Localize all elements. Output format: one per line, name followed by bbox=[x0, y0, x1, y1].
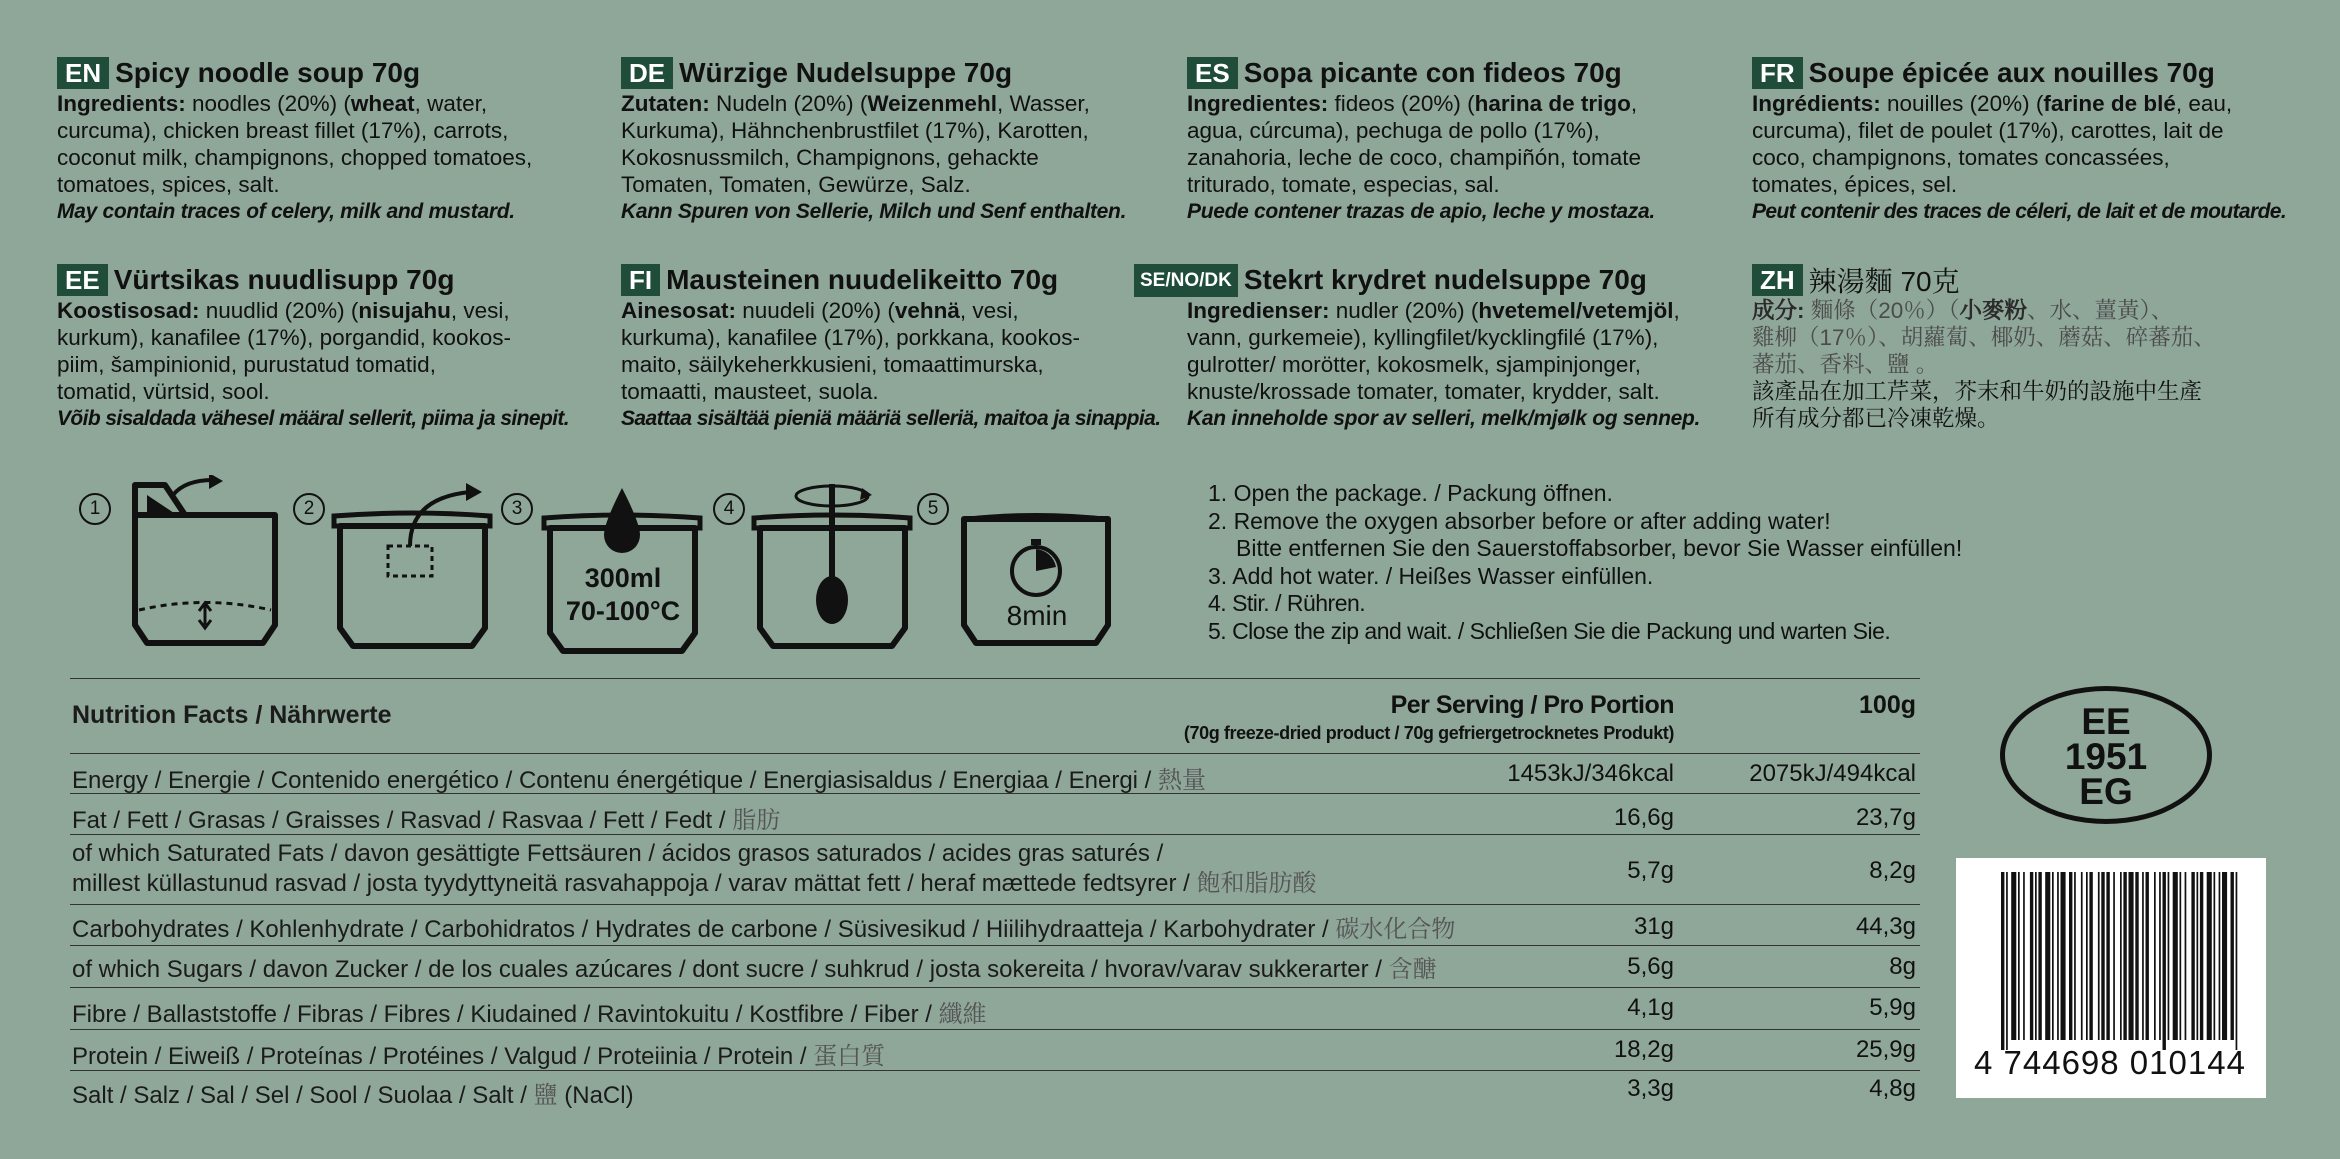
step-number: 2 bbox=[293, 493, 325, 525]
barcode-bar bbox=[2018, 872, 2020, 1040]
barcode-bar bbox=[2168, 872, 2170, 1040]
step-number: 5 bbox=[917, 493, 949, 525]
barcode-number: 4 744698 010144 bbox=[1974, 1044, 2246, 1081]
instruction-step: 4. Stir. / Rühren. bbox=[1208, 590, 1366, 616]
allergen-trace-note: Kann Spuren von Sellerie, Milch und Senf enthalten. bbox=[621, 200, 1127, 223]
lang-block-fr bbox=[1752, 56, 2332, 225]
lang-block-es bbox=[1187, 56, 1747, 225]
ingredients-text: Ingrédients: nouilles (20%) (farine de blé, eau, curcuma), filet de poulet (17%), carottes, lait de coco, champignons, tomates concassées, tomates, épices, sel. bbox=[1752, 91, 2233, 197]
wait-time-label: 8min bbox=[1006, 600, 1068, 631]
allergen-trace-note: Kan inneholde spor av selleri, melk/mjølk og sennep. bbox=[1187, 407, 1701, 430]
barcode-bar bbox=[2001, 872, 2004, 1050]
product-title: 辣湯麵 70克 bbox=[1808, 266, 1960, 297]
instruction-step: 5. Close the zip and wait. / Schließen Sie die Packung und warten Sie. bbox=[1208, 617, 1891, 644]
nutrition-table bbox=[70, 678, 1920, 1111]
nutrition-row-saturated-fat: of which Saturated Fats / davon gesättigte Fettsäuren / ácidos grasos saturados / acides gras saturés / millest küllastunud rasvad / josta tyydyttyneitä rasvahappoja / varav mättat fett / heraf mættede fedtsyrer / 飽和脂肪酸 5,7g 8,2g bbox=[70, 834, 1920, 904]
barcode-bar bbox=[2159, 872, 2161, 1040]
barcode-bar bbox=[2011, 872, 2016, 1040]
lang-block-en bbox=[57, 56, 617, 225]
nutrition-row-salt: Salt / Salz / Sal / Sel / Sool / Suolaa / Salt / 鹽 (NaCl) 3,3g 4,8g bbox=[70, 1070, 1920, 1111]
health-mark-stamp: EE 1951 EG bbox=[2000, 686, 2212, 824]
barcode-bar bbox=[2222, 872, 2227, 1040]
barcode bbox=[1956, 858, 2266, 1098]
lang-block-de bbox=[621, 56, 1181, 225]
product-title: Würzige Nudelsuppe 70g bbox=[679, 57, 1013, 88]
barcode-bar bbox=[2061, 872, 2066, 1040]
product-title: Sopa picante con fideos 70g bbox=[1243, 57, 1622, 88]
ingredients-text: Ingredients: noodles (20%) (wheat, water, curcuma), chicken breast fillet (17%), carrots, coconut milk, champignons, chopped tomatoes, tomatoes, spices, salt. bbox=[57, 91, 533, 197]
barcode-bar bbox=[2135, 872, 2138, 1040]
step-number: 3 bbox=[501, 493, 533, 525]
barcode-bar bbox=[2069, 872, 2072, 1040]
ingredients-text: Ainesosat: nuudeli (20%) (vehnä, vesi, kurkuma), kanafilee (17%), porkkana, kookos- maito, säilykeherkkusieni, tomaattimurska, tomaatti, mausteet, suola. bbox=[621, 298, 1080, 404]
instructions-list bbox=[1208, 480, 1962, 645]
barcode-bar bbox=[2035, 872, 2037, 1040]
per-serving-subheader: (70g freeze-dried product / 70g gefriergetrocknetes Produkt) bbox=[1183, 723, 1674, 743]
nutrition-row-sugars: of which Sugars / davon Zucker / de los cuales azúcares / dont sucre / suhkrud / josta sokereita / hvorav/varav sukkerarter / 含醣 5,6g 8g bbox=[70, 945, 1920, 987]
barcode-bar bbox=[2219, 872, 2221, 1040]
allergen-trace-note: Puede contener trazas de apio, leche y mostaza. bbox=[1187, 200, 1655, 223]
ingredients-text: 成分: 麵條（20％）（小麥粉、水、薑黃）、 雞柳（17％）、胡蘿蔔、椰奶、蘑菇、碎蕃茄、 蕃茄、香料、鹽 。 該產品在加工芹菜，芥末和牛奶的設施中生產 所有成分都已冷凍乾燥。 bbox=[1752, 298, 2216, 431]
product-title: Stekrt krydret nudelsuppe 70g bbox=[1243, 264, 1647, 295]
step-number: 1 bbox=[79, 493, 111, 525]
nutrition-row-energy: Energy / Energie / Contenido energético / Contenu énergétique / Energiasisaldus / Energiaa / Energi / 熱量 1453kJ/346kcal 2075kJ/494kcal bbox=[70, 753, 1920, 793]
nutrition-row-fat: Fat / Fett / Grasas / Graisses / Rasvad / Rasvaa / Fett / Fedt / 脂肪 16,6g 23,7g bbox=[70, 793, 1920, 834]
water-amount-label: 300ml bbox=[584, 563, 662, 593]
barcode-bar bbox=[2154, 872, 2156, 1040]
lang-code-badge: FI bbox=[621, 264, 660, 296]
lang-block-zh bbox=[1752, 263, 2312, 432]
barcode-bar bbox=[2006, 872, 2008, 1050]
barcode-bar bbox=[2045, 872, 2050, 1040]
barcode-bar bbox=[2163, 872, 2166, 1050]
nutrition-header-row bbox=[70, 678, 1920, 753]
barcode-bar bbox=[2191, 872, 2194, 1040]
barcode-bar bbox=[2086, 872, 2088, 1040]
barcode-bar bbox=[2142, 872, 2144, 1040]
product-title: Soupe épicée aux nouilles 70g bbox=[1808, 57, 2215, 88]
barcode-bar bbox=[2030, 872, 2033, 1040]
barcode-bars bbox=[2001, 872, 2241, 1050]
lang-code-badge: FR bbox=[1752, 57, 1803, 89]
instruction-step: 1. Open the package. / Packung öffnen. bbox=[1208, 480, 1613, 506]
lang-code-badge: ZH bbox=[1752, 264, 1803, 296]
step-number: 4 bbox=[713, 493, 745, 525]
lang-code-badge: EE bbox=[57, 264, 108, 296]
barcode-bar bbox=[2129, 872, 2134, 1040]
nutrition-row-fibre: Fibre / Ballaststoffe / Fibras / Fibres / Kiudained / Ravintokuitu / Kostfibre / Fiber / 纖維 4,1g 5,9g bbox=[70, 987, 1920, 1029]
water-temperature-label: 70-100°C bbox=[565, 596, 681, 626]
barcode-bar bbox=[2057, 872, 2059, 1040]
barcode-bar bbox=[2180, 872, 2182, 1040]
allergen-trace-note: Võib sisaldada vähesel määral sellerit, piima ja sinepit. bbox=[57, 407, 570, 430]
allergen-trace-note: Saattaa sisältää pieniä määriä selleriä, maitoa ja sinappia. bbox=[621, 407, 1161, 430]
barcode-bar bbox=[2023, 872, 2025, 1040]
barcode-bar bbox=[2207, 872, 2212, 1040]
stir-icon bbox=[750, 478, 915, 658]
product-title: Vürtsikas nuudlisupp 70g bbox=[113, 264, 455, 295]
barcode-bar bbox=[2146, 872, 2149, 1040]
barcode-bar bbox=[2173, 872, 2178, 1040]
barcode-bar bbox=[2038, 872, 2041, 1040]
nutrition-row-carbohydrates: Carbohydrates / Kohlenhydrate / Carbohidratos / Hydrates de carbone / Süsivesikud / Hiilihydraatteja / Karbohydrater / 碳水化合物 31g 44,3g bbox=[70, 904, 1920, 945]
ingredients-text: Ingredienser: nudler (20%) (hvetemel/vetemjöl, vann, gurkemeie), kyllingfilet/kycklingfilé (17%), gulrotter/ morötter, kokosmelk, sjampinjonger, knuste/krossade tomater, tomater, krydder, salt. bbox=[1187, 298, 1680, 404]
barcode-bar bbox=[2185, 872, 2187, 1040]
barcode-bar bbox=[2106, 872, 2109, 1040]
product-title: Mausteinen nuudelikeitto 70g bbox=[666, 264, 1059, 295]
lang-code-badge: DE bbox=[621, 57, 673, 89]
barcode-bar bbox=[2236, 872, 2238, 1050]
lang-code-badge: EN bbox=[57, 57, 109, 89]
barcode-bar bbox=[2197, 872, 2199, 1040]
lang-block-se-no-dk bbox=[1134, 263, 1734, 432]
barcode-bar bbox=[2052, 872, 2054, 1040]
barcode-bar bbox=[2074, 872, 2076, 1040]
lang-block-ee bbox=[57, 263, 617, 432]
ingredients-text: Ingredientes: fideos (20%) (harina de trigo, agua, cúrcuma), pechuga de pollo (17%), zanahoria, leche de coco, champiñón, tomate triturado, tomate, especias, sal. bbox=[1187, 91, 1642, 197]
instruction-step: 2. Remove the oxygen absorber before or after adding water! bbox=[1208, 507, 1831, 534]
ingredients-text: Zutaten: Nudeln (20%) (Weizenmehl, Wasser, Kurkuma), Hähnchenbrustfilet (17%), Karotten, Kokosnussmilch, Champignons, gehackte Tomaten, Tomaten, Gewürze, Salz. bbox=[621, 91, 1090, 197]
barcode-bar bbox=[2214, 872, 2216, 1040]
nutrition-row-protein: Protein / Eiweiß / Proteínas / Protéines / Valgud / Proteiinia / Protein / 蛋白質 18,2g 25,9g bbox=[70, 1029, 1920, 1070]
allergen-trace-note: Peut contenir des traces de céleri, de lait et de moutarde. bbox=[1752, 200, 2287, 223]
product-title: Spicy noodle soup 70g bbox=[115, 57, 421, 88]
open-package-icon bbox=[125, 475, 285, 655]
barcode-bar bbox=[2120, 872, 2122, 1040]
barcode-bar bbox=[2081, 872, 2083, 1040]
lang-block-fi bbox=[621, 263, 1181, 432]
per-serving-header: Per Serving / Pro Portion bbox=[1390, 691, 1674, 719]
barcode-bar bbox=[2200, 872, 2203, 1040]
instruction-step: 3. Add hot water. / Heißes Wasser einfüllen. bbox=[1208, 562, 1654, 589]
barcode-bar bbox=[2101, 872, 2104, 1040]
allergen-trace-note: May contain traces of celery, milk and mustard. bbox=[57, 200, 515, 223]
barcode-bar bbox=[2089, 872, 2092, 1040]
lang-code-badge: SE/NO/DK bbox=[1134, 264, 1238, 297]
barcode-bar bbox=[2113, 872, 2115, 1040]
instruction-step: Bitte entfernen Sie den Sauerstoffabsorber, bevor Sie Wasser einfüllen! bbox=[1236, 535, 1963, 561]
barcode-bar bbox=[2098, 872, 2100, 1040]
barcode-bar bbox=[2231, 872, 2234, 1040]
lang-code-badge: ES bbox=[1187, 57, 1238, 89]
barcode-bar bbox=[2123, 872, 2126, 1040]
ingredients-text: Koostisosad: nuudlid (20%) (nisujahu, vesi, kurkum), kanafilee (17%), porgandid, kookos- piim, šampinionid, purustatud tomatid, tomatid, vürtsid, sool. bbox=[57, 298, 511, 404]
per-100g-header: 100g bbox=[1859, 691, 1916, 719]
wait-timer-icon bbox=[958, 505, 1118, 655]
remove-absorber-icon bbox=[330, 478, 495, 658]
nutrition-title: Nutrition Facts / Nährwerte bbox=[72, 701, 392, 729]
